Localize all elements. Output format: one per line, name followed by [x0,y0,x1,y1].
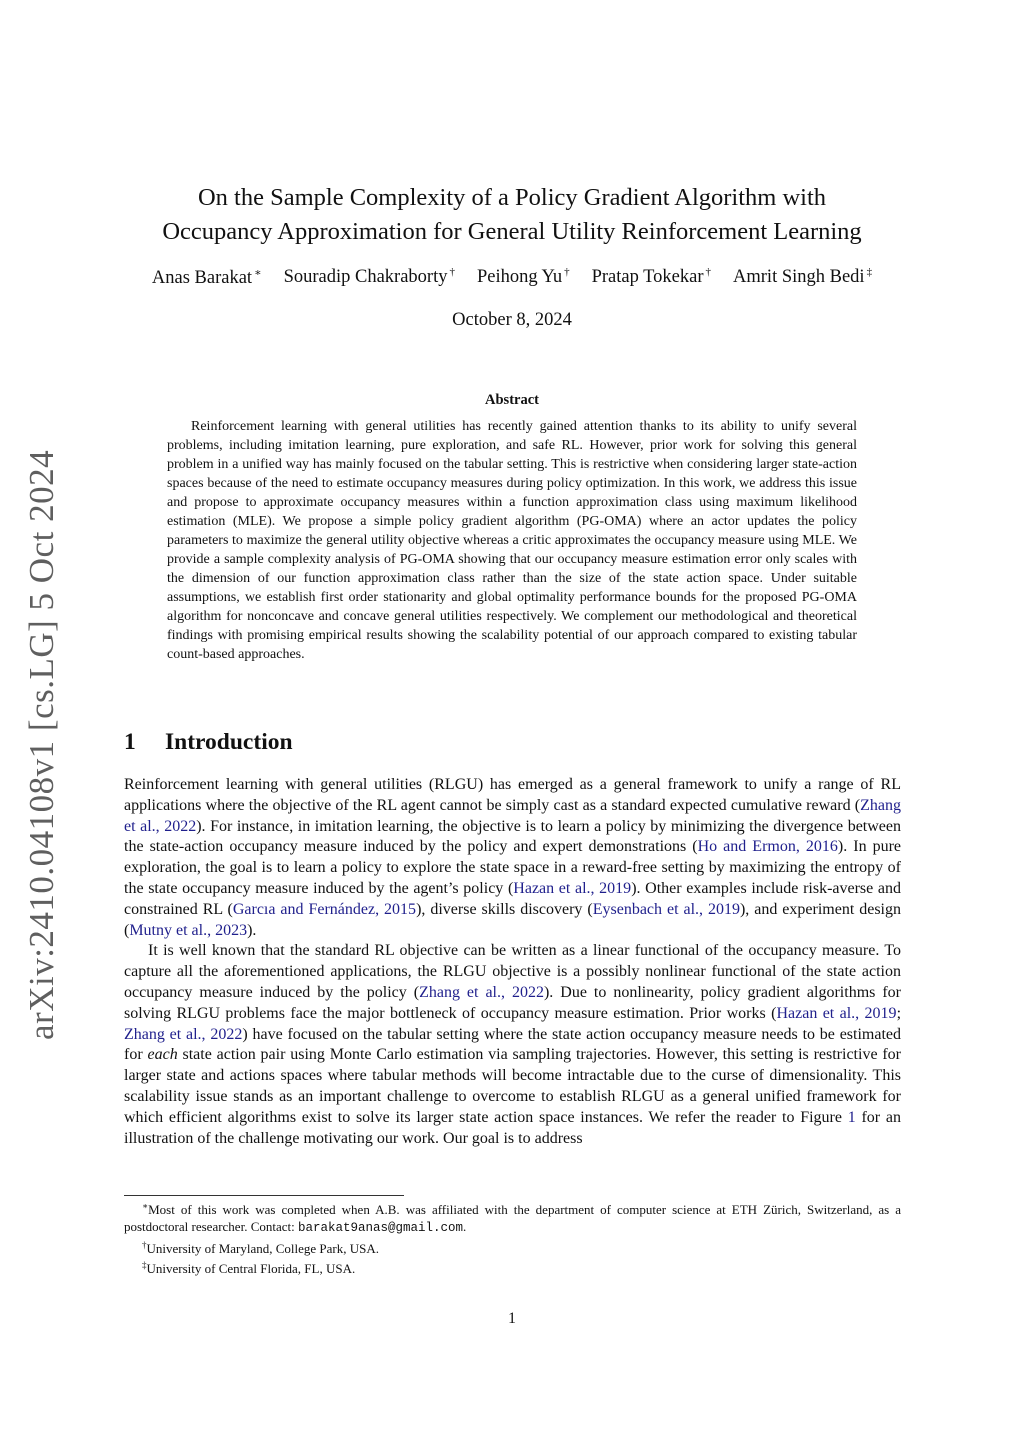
citation-link[interactable]: Zhang et al., 2022 [124,1025,243,1043]
author: Pratap Tokekar † [591,266,712,287]
paragraph-2: It is well known that the standard RL objective can be written as a linear functional of the occupancy measure. To capture all the aforementioned applications, the RLGU objective is a possibly nonlinear functional of the state action occupancy measure induced by the policy (Zhang et al., 2022). Due to nonlinearity, policy gradient algorithms for solving RLGU problems face the major bottleneck of occupancy measure estimation. Prior works (Hazan et al., 2019; Zhang et al., 2022) have focused on the tabular setting where the state action occupancy measure needs to be estimated for each state action pair using Monte Carlo estimation via sampling trajectories. However, this setting is restrictive for larger state and actions spaces where tabular methods will become intractable due to the curse of dimensionality. This scalability issue stands as an important challenge to overcome to establish RLGU as a general unified framework for which efficient algorithms exist to solve its larger state action space instances. We refer the reader to Figure 1 for an illustration of the challenge motivating our work. Our goal is to address [124,942,902,1147]
section-title: Introduction [165,729,293,755]
paragraph-1: Reinforcement learning with general utilities (RLGU) has emerged as a general framework to unify a range of RL applications where the objective of the RL agent cannot be simply cast as a standard expected cumulative reward (Zhang et al., 2022). For instance, in imitation learning, the objective is to learn a policy by minimizing the divergence between the state-action occupancy measure induced by the policy and expert demonstrations (Ho and Ermon, 2016). In pure exploration, the goal is to learn a policy to explore the state space in a reward-free setting by maximizing the entropy of the state occupancy measure induced by the agent’s policy (Hazan et al., 2019). Other examples include risk-averse and constrained RL (Garcıa and Fernández, 2015), diverse skills discovery (Eysenbach et al., 2019), and experiment design (Mutny et al., 2023). [124,776,902,939]
footnote-divider [124,1195,404,1196]
author: Amrit Singh Bedi ‡ [733,266,873,287]
abstract-text: Reinforcement learning with general utilities has recently gained attention thanks to its ability to unify several problems, including imitation learning, pure exploration, and safe RL. However, prior work for solving this general problem in a unified way has mainly focused on the tabular setting. This is restrictive when considering larger state-action spaces because of the need to estimate occupancy measures during policy optimization. In this work, we address this issue and propose to approximate occupancy measures within a function approximation class using maximum likelihood estimation (MLE). We propose a simple policy gradient algorithm (PG-OMA) where an actor updates the policy parameters to maximize the general utility objective whereas a critic approximates the occupancy measure using MLE. We provide a sample complexity analysis of PG-OMA showing that our occupancy measure estimation error only scales with the dimension of our function approximation class rather than the size of the state action space. Under suitable assumptions, we establish first order stationarity and global optimality performance bounds for the proposed PG-OMA algorithm for nonconcave and concave general utilities respectively. We complement our methodological and theoretical findings with promising empirical results showing the scalability potential of our approach compared to existing tabular count-based approaches. [167,419,857,662]
contact-email[interactable]: barakat9anas@gmail.com [298,1221,464,1235]
figure-reference-link[interactable]: 1 [847,1108,856,1126]
citation-link[interactable]: Zhang et al., 2022 [124,796,901,835]
abstract-heading: Abstract [485,392,539,408]
citation-link[interactable]: Ho and Ermon, 2016 [697,838,838,856]
paper-title [100,181,924,249]
publication-date: October 8, 2024 [452,310,572,330]
footnote-2: †University of Maryland, College Park, USA. [142,1240,380,1256]
page-number: 1 [508,1310,516,1327]
citation-link[interactable]: Hazan et al., 2019 [776,1004,897,1022]
author: Peihong Yu † [476,266,570,287]
citation-link[interactable]: Garcıa and Fernández, 2015 [232,900,417,918]
citation-link[interactable]: Hazan et al., 2019 [513,879,632,897]
author-list [100,266,924,289]
citation-link[interactable]: Eysenbach et al., 2019 [592,900,740,918]
introduction-body [124,775,901,1149]
title-line-1: On the Sample Complexity of a Policy Gradient Algorithm with [197,184,827,211]
abstract-body [167,417,857,664]
section-heading [124,729,293,756]
footnote-1: ∗Most of this work was completed when A.B. was affiliated with the department of computer science at ETH Zürich, Switzerland, as a postdoctoral researcher. Contact: barakat9anas@gmail.com. [124,1201,901,1235]
citation-link[interactable]: Mutny et al., 2023 [129,921,248,939]
author: Anas Barakat ∗ [151,267,262,288]
citation-link[interactable]: Zhang et al., 2022 [419,983,544,1001]
arxiv-identifier: arXiv:2410.04108v1 [cs.LG] 5 Oct 2024 [22,449,61,1040]
section-number: 1 [124,729,136,755]
author: Souradip Chakraborty † [283,266,455,287]
footnote-3: ‡University of Central Florida, FL, USA. [142,1260,356,1276]
title-line-2: Occupancy Approximation for General Utility Reinforcement Learning [162,218,862,245]
footnotes [124,1198,901,1277]
